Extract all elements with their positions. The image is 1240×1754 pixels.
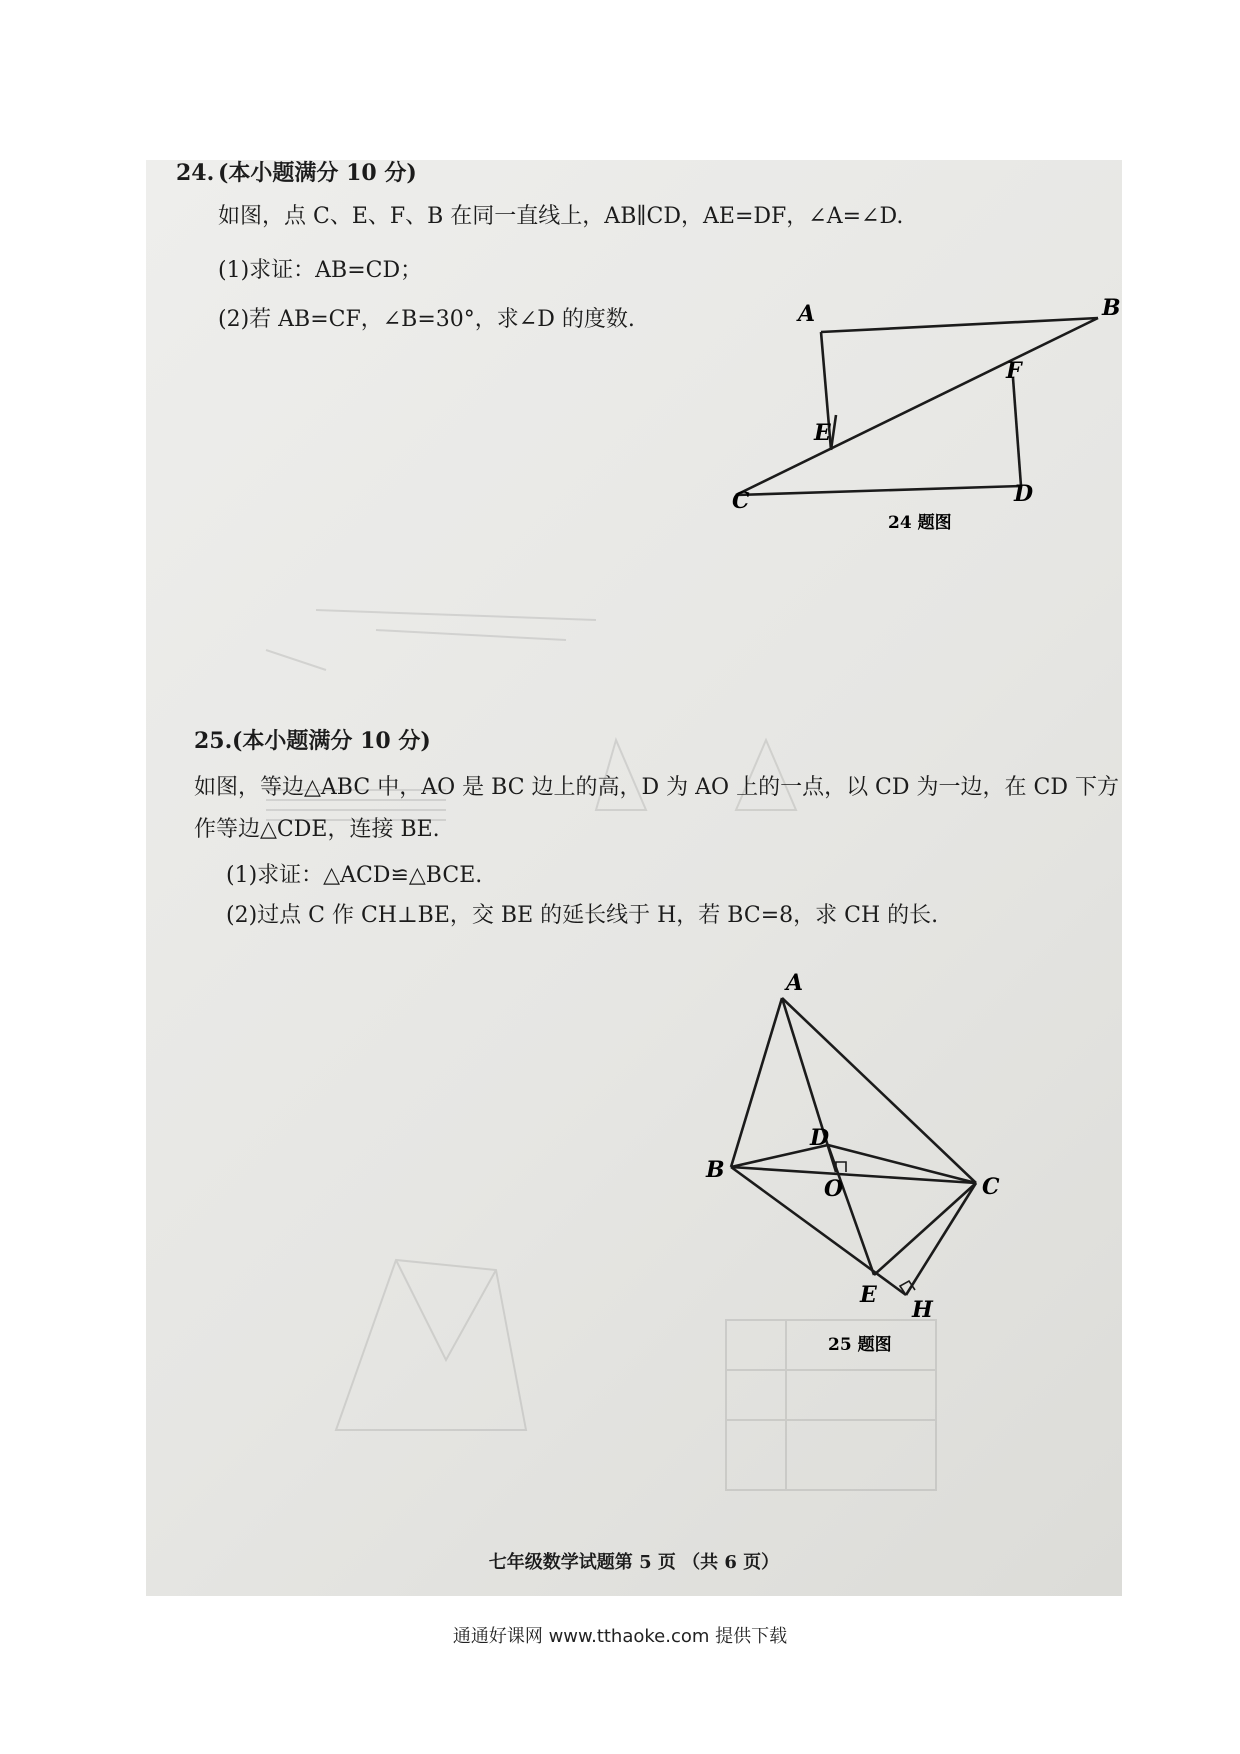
segment-ab (731, 998, 782, 1167)
q25-figure (146, 160, 1122, 1596)
label-e: E (860, 1282, 877, 1308)
q25-part1: (1)求证：△ACD≌△BCE. (226, 863, 483, 888)
label-b: B (1102, 295, 1121, 321)
q25-stem-line1: 如图，等边△ABC 中，AO 是 BC 边上的高，D 为 AO 上的一点，以 CD 为一边，在 CD 下方 (194, 775, 1119, 800)
label-a: A (798, 301, 816, 327)
label-d: D (1014, 481, 1034, 507)
segment-bh (731, 1167, 906, 1295)
label-c: C (982, 1174, 1000, 1200)
segment-ce (874, 1183, 976, 1275)
segment-ch (906, 1183, 976, 1295)
q24-figure-caption: 24 题图 (888, 513, 952, 533)
q25-part2: (2)过点 C 作 CH⊥BE，交 BE 的延长线于 H，若 BC=8，求 CH 的长. (226, 903, 939, 928)
q24-stem: 如图，点 C、E、F、B 在同一直线上，AB∥CD，AE=DF，∠A=∠D. (218, 204, 904, 229)
page-footer: 七年级数学试题第 5 页 （共 6 页） (488, 1552, 780, 1573)
label-d: D (810, 1125, 830, 1151)
q25-stem-line2: 作等边△CDE，连接 BE. (194, 817, 440, 842)
site-footer: 通通好课网 www.tthaoke.com 提供下载 (452, 1626, 788, 1647)
q25-number: 25. (194, 728, 233, 754)
label-f: F (1006, 358, 1022, 384)
label-c: C (732, 488, 750, 514)
q24-number: 24. (176, 160, 215, 186)
q25-figure-caption: 25 题图 (828, 1335, 892, 1355)
segment-bc (731, 1167, 976, 1183)
label-b: B (706, 1157, 725, 1183)
q25-score: (本小题满分 10 分) (232, 728, 431, 754)
label-e: E (814, 420, 831, 446)
q24-score: (本小题满分 10 分) (218, 160, 417, 186)
q24-part2: (2)若 AB=CF，∠B=30°，求∠D 的度数. (218, 307, 635, 332)
label-h: H (912, 1297, 933, 1323)
exam-page-photo (146, 160, 1122, 1596)
label-o: O (824, 1176, 844, 1202)
label-a: A (786, 970, 804, 996)
q24-part1: (1)求证：AB=CD； (218, 258, 423, 283)
